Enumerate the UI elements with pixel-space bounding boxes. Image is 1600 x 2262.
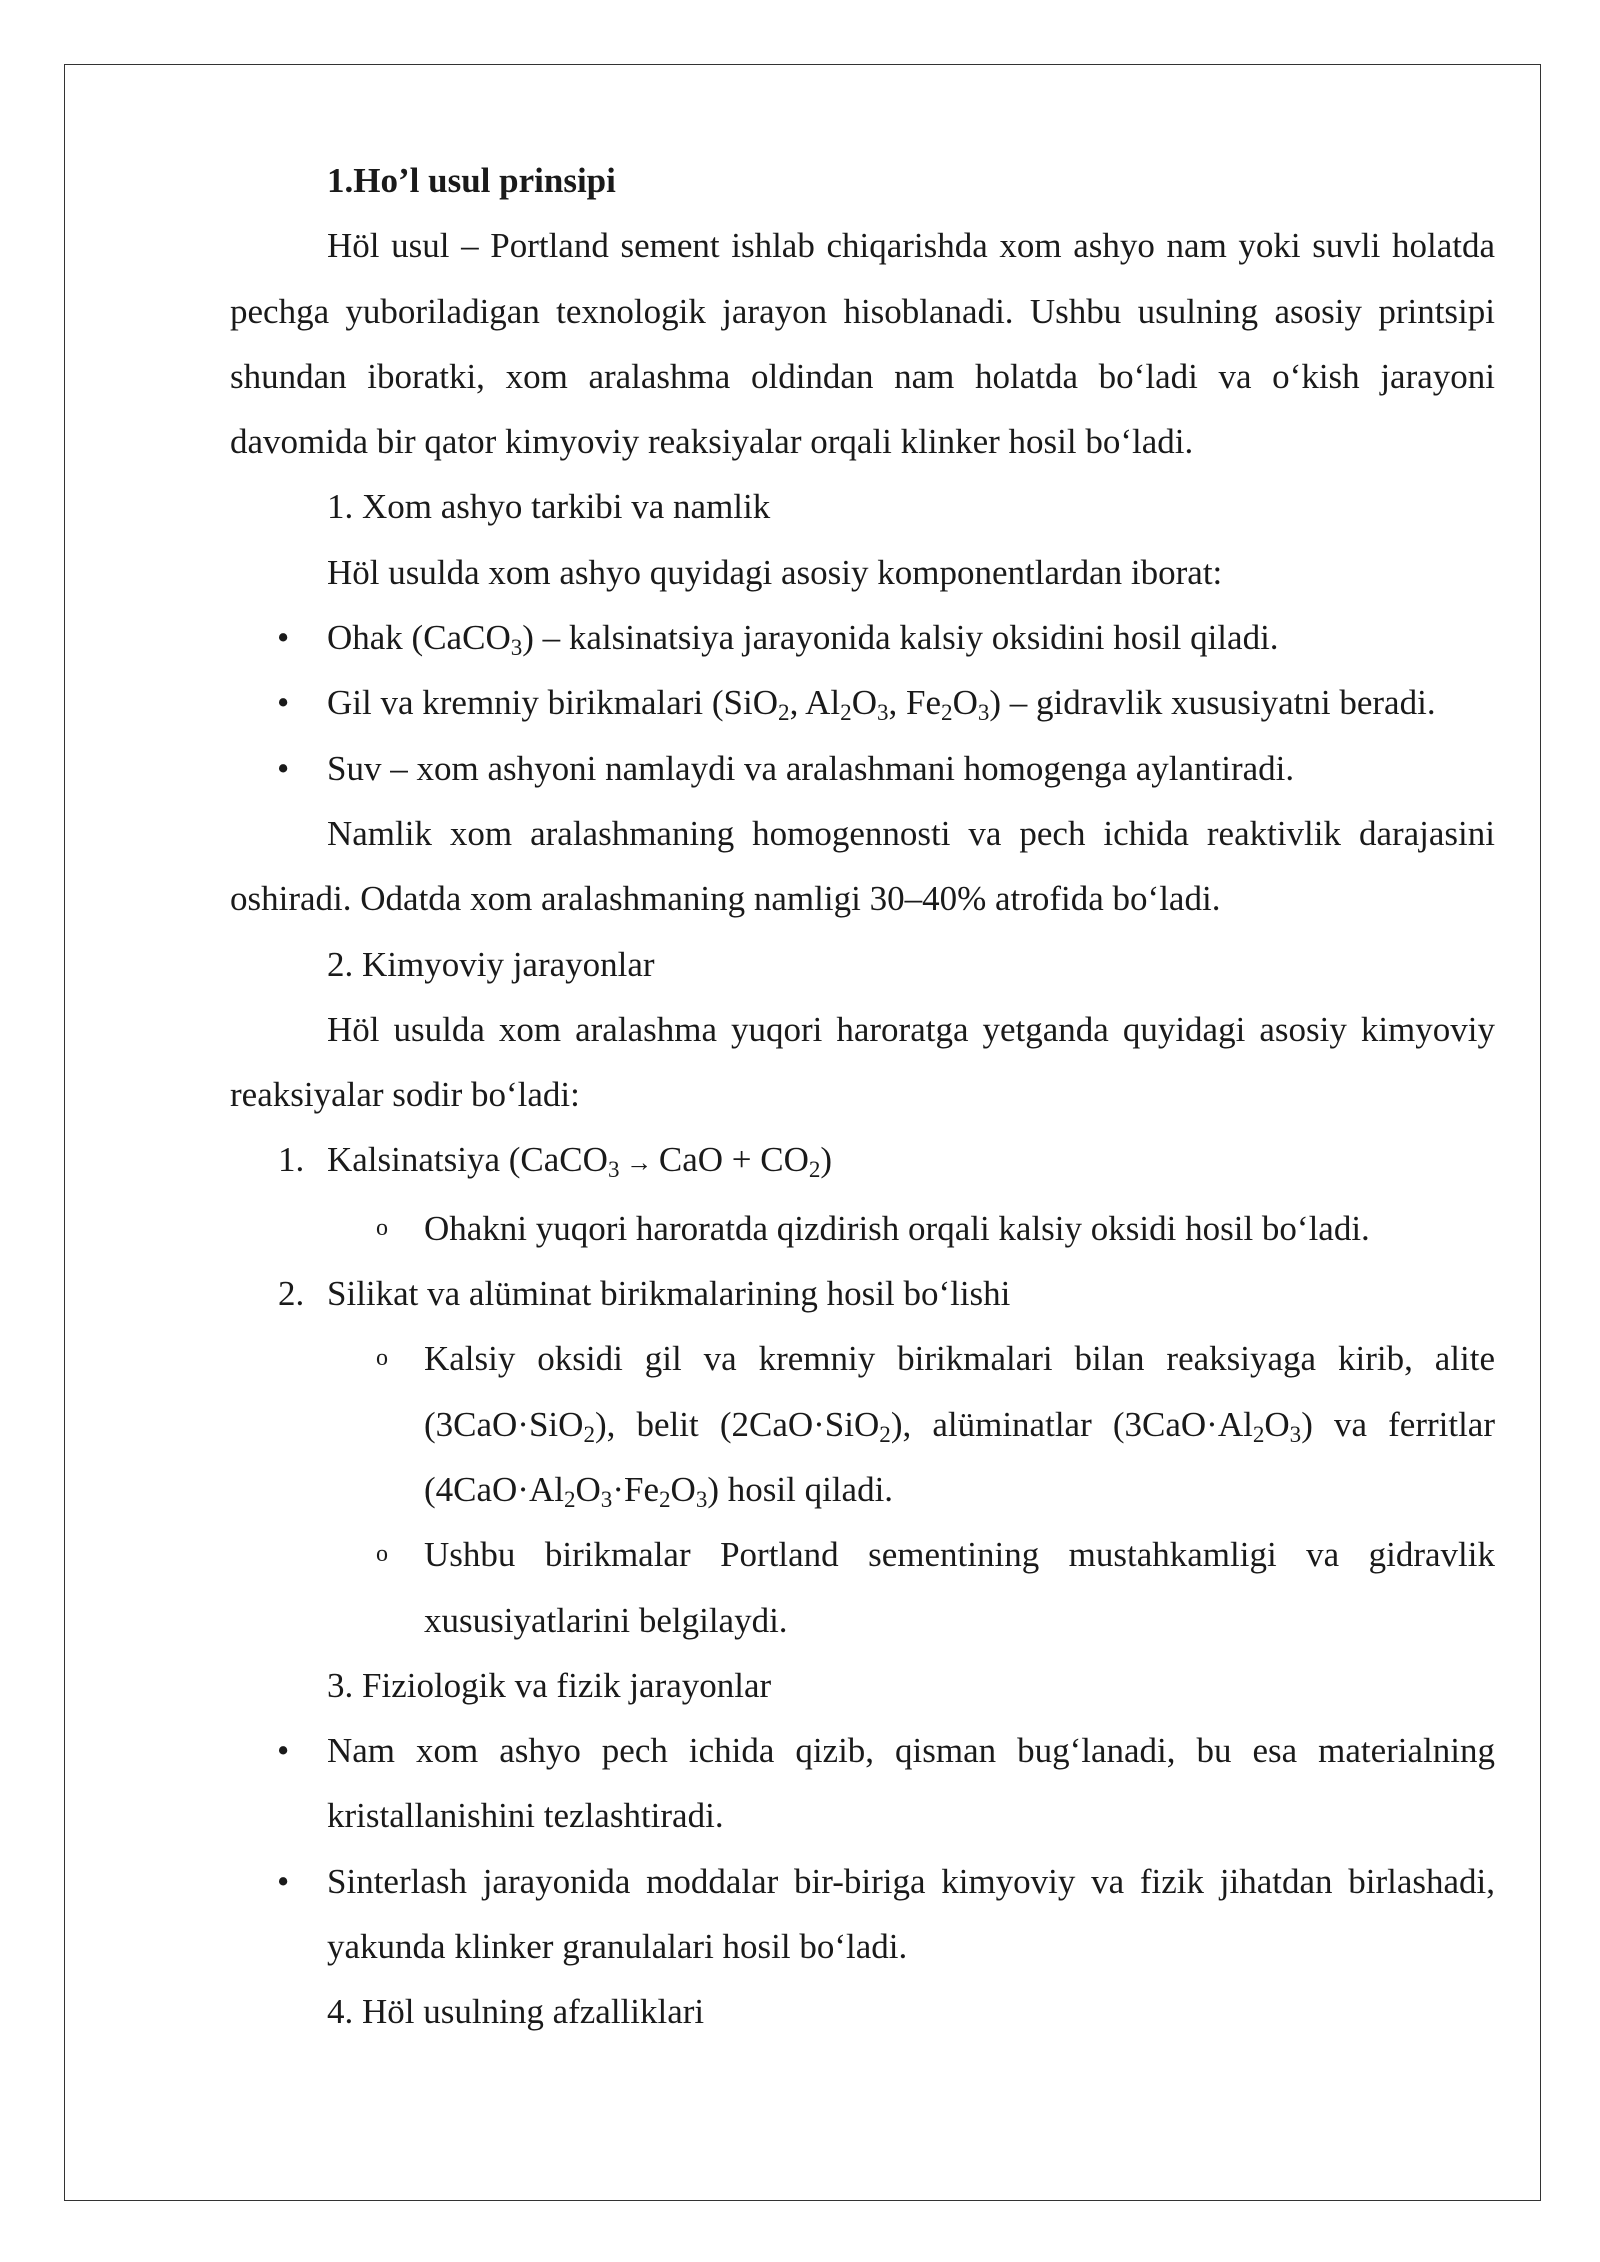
sub-bullet-marker: o — [376, 1214, 388, 1241]
subscript: 2 — [583, 1420, 595, 1447]
text-segment: Sinterlash jarayonida moddalar bir-biriga kimyoviy va fizik jihatdan birlashadi, yakunda klinker granulalari hosil bo‘ladi. — [327, 1861, 1495, 1967]
subscript: 3 — [876, 699, 889, 726]
number-marker: 2. — [278, 1274, 305, 1314]
text-segment: O — [851, 683, 877, 723]
text-segment: O — [670, 1469, 696, 1509]
text-segment: O — [1264, 1404, 1290, 1444]
text-segment: O — [952, 683, 978, 723]
number-marker: 1. — [278, 1140, 305, 1180]
section2-lead: Höl usulda xom aralashma yuqori haroratga yetganda quyidagi asosiy kimyoviy reaksiyalar sodir bo‘ladi: — [230, 1009, 1495, 1115]
bullet-marker: • — [277, 1861, 290, 1901]
subscript: 3 — [695, 1485, 708, 1512]
text-segment: Kalsiy oksidi gil va kremniy birikmalari bilan reaksiyaga kirib, alite (3CaO·SiO — [424, 1339, 1495, 1444]
text-segment: Kalsinatsiya (CaCO — [327, 1140, 608, 1180]
text-segment: ) hosil qiladi. — [707, 1469, 894, 1509]
text-segment: O — [575, 1469, 601, 1509]
list-item — [230, 736, 1495, 801]
text-segment: , Al — [789, 683, 841, 723]
bullet-marker: • — [277, 618, 290, 658]
section-heading: 1.Ho’l usul prinsipi — [327, 161, 616, 200]
numbered-item — [230, 1127, 1495, 1195]
list-item — [230, 670, 1495, 735]
text-segment: Ushbu birikmalar Portland sementining mustahkamligi va gidravlik xususiyatlarini belgilaydi. — [424, 1535, 1495, 1640]
arrow-symbol: → — [619, 1148, 659, 1178]
subscript: 2 — [563, 1485, 576, 1512]
text-segment: Ohak (CaCO — [327, 618, 511, 658]
text-segment: Gil va kremniy birikmalari (SiO — [327, 683, 779, 723]
sub-bullet-marker: o — [376, 1345, 388, 1372]
subscript: 3 — [977, 699, 990, 726]
list-item — [230, 1718, 1495, 1849]
text-segment: ) va ferritlar (4CaO·Al — [424, 1404, 1495, 1509]
text-segment: , Fe — [888, 683, 942, 723]
text-segment: Nam xom ashyo pech ichida qizib, qisman bug‘lanadi, bu esa materialning kristallanishini tezlashtiradi. — [327, 1731, 1495, 1836]
subscript: 2 — [778, 699, 790, 726]
text-segment: Suv – xom ashyoni namlaydi va aralashmani homogenga aylantiradi. — [327, 748, 1295, 788]
text-segment: ), alüminatlar (3CaO·Al — [890, 1404, 1253, 1444]
text-segment: ) – gidravlik xususiyatni beradi. — [989, 683, 1436, 723]
intro-paragraph: Höl usul – Portland sement ishlab chiqarishda xom ashyo nam yoki suvli holatda pechga yuboriladigan texnologik jarayon hisoblanadi. Ushbu usulning asosiy printsipi shundan iboratki, xom aralashma oldindan nam holatda bo‘ladi va o‘kish jarayoni davomida bir qator kimyoviy reaksiyalar orqali klinker hosil bo‘ladi. — [230, 226, 1495, 462]
text-segment: CaO + CO — [658, 1140, 809, 1180]
text-segment: ) — [820, 1140, 833, 1180]
bullet-marker: • — [277, 748, 290, 788]
subscript: 3 — [607, 1156, 620, 1183]
sub-list-item — [230, 1522, 1495, 1653]
subscript: 3 — [1289, 1420, 1302, 1447]
subscript: 2 — [879, 1420, 891, 1447]
bullet-marker: • — [277, 683, 290, 723]
text-segment: ), belit (2CaO·SiO — [594, 1404, 880, 1444]
text-segment: Ohakni yuqori haroratda qizdirish orqali kalsiy oksidi hosil bo‘ladi. — [424, 1208, 1370, 1248]
sub-list-item — [230, 1196, 1495, 1261]
text-segment: ) – kalsinatsiya jarayonida kalsiy oksidini hosil qiladi. — [522, 618, 1279, 658]
numbered-item — [230, 1261, 1495, 1326]
document-body — [230, 148, 1495, 2045]
bullet-marker: • — [277, 1731, 290, 1771]
subscript: 3 — [510, 633, 523, 660]
section4-title: 4. Höl usulning afzalliklari — [327, 1992, 705, 2032]
list-item — [230, 1849, 1495, 1980]
text-segment: Silikat va alüminat birikmalarining hosil bo‘lishi — [327, 1274, 1011, 1314]
subscript: 2 — [941, 699, 953, 726]
subscript: 2 — [1252, 1420, 1265, 1447]
text-segment: ·Fe — [612, 1469, 659, 1509]
section3-title: 3. Fiziologik va fizik jarayonlar — [327, 1665, 772, 1705]
section2-title: 2. Kimyoviy jarayonlar — [327, 944, 655, 984]
subscript: 2 — [808, 1156, 821, 1183]
section1-lead: Höl usulda xom ashyo quyidagi asosiy komponentlardan iborat: — [327, 552, 1223, 592]
subscript: 2 — [659, 1485, 671, 1512]
list-item — [230, 605, 1495, 670]
section1-note: Namlik xom aralashmaning homogennosti va pech ichida reaktivlik darajasini oshiradi. Odatda xom aralashmaning namligi 30–40% atrofida bo‘ladi. — [230, 813, 1495, 919]
sub-list-item — [230, 1326, 1495, 1522]
subscript: 3 — [600, 1485, 613, 1512]
sub-bullet-marker: o — [376, 1541, 388, 1568]
section1-title: 1. Xom ashyo tarkibi va namlik — [327, 487, 771, 527]
subscript: 2 — [840, 699, 852, 726]
